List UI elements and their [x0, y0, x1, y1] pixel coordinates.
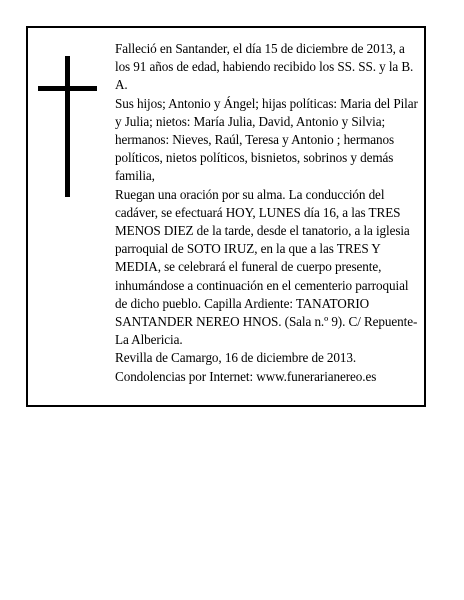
cross-horizontal-bar: [38, 86, 97, 91]
death-announcement: Falleció en Santander, el día 15 de diciembre de 2013, a los 91 años de edad, habiendo recibido los SS. SS. y la B. A.: [115, 41, 414, 93]
funeral-details: Ruegan una oración por su alma. La conducción del cadáver, se efectuará HOY, LUNES día 16, a las TRES MENOS DIEZ de la tarde, desde el tanatorio, a la iglesia parroquial de SOTO IRUZ, en la que a las TRES Y MEDIA, se celebrará el funeral de cuerpo presente, inhumándose a continuación en el cementerio parroquial de dicho pueblo. Capilla Ardiente: TANATORIO SANTANDER NEREO HNOS. (Sala n.º 9). C/ Repuente-La Albericia.: [115, 186, 418, 348]
family-list: Sus hijos; Antonio y Ángel; hijas políticas: Maria del Pilar y Julia; nietos: María Julia, David, Antonio y Silvia; hermanos: Nieves, Raúl, Teresa y Antonio ; hermanos políticos, nietos políticos, bisnietos, sobrinos y demás familia,: [115, 95, 418, 184]
cross-vertical-bar: [65, 56, 70, 197]
obituary-notice: [26, 26, 426, 407]
latin-cross-icon: [38, 56, 97, 197]
online-condolences: Condolencias por Internet: www.funerarianereo.es: [115, 368, 377, 384]
place-and-date: Revilla de Camargo, 16 de diciembre de 2013.: [115, 350, 357, 366]
obituary-text: [115, 40, 421, 386]
